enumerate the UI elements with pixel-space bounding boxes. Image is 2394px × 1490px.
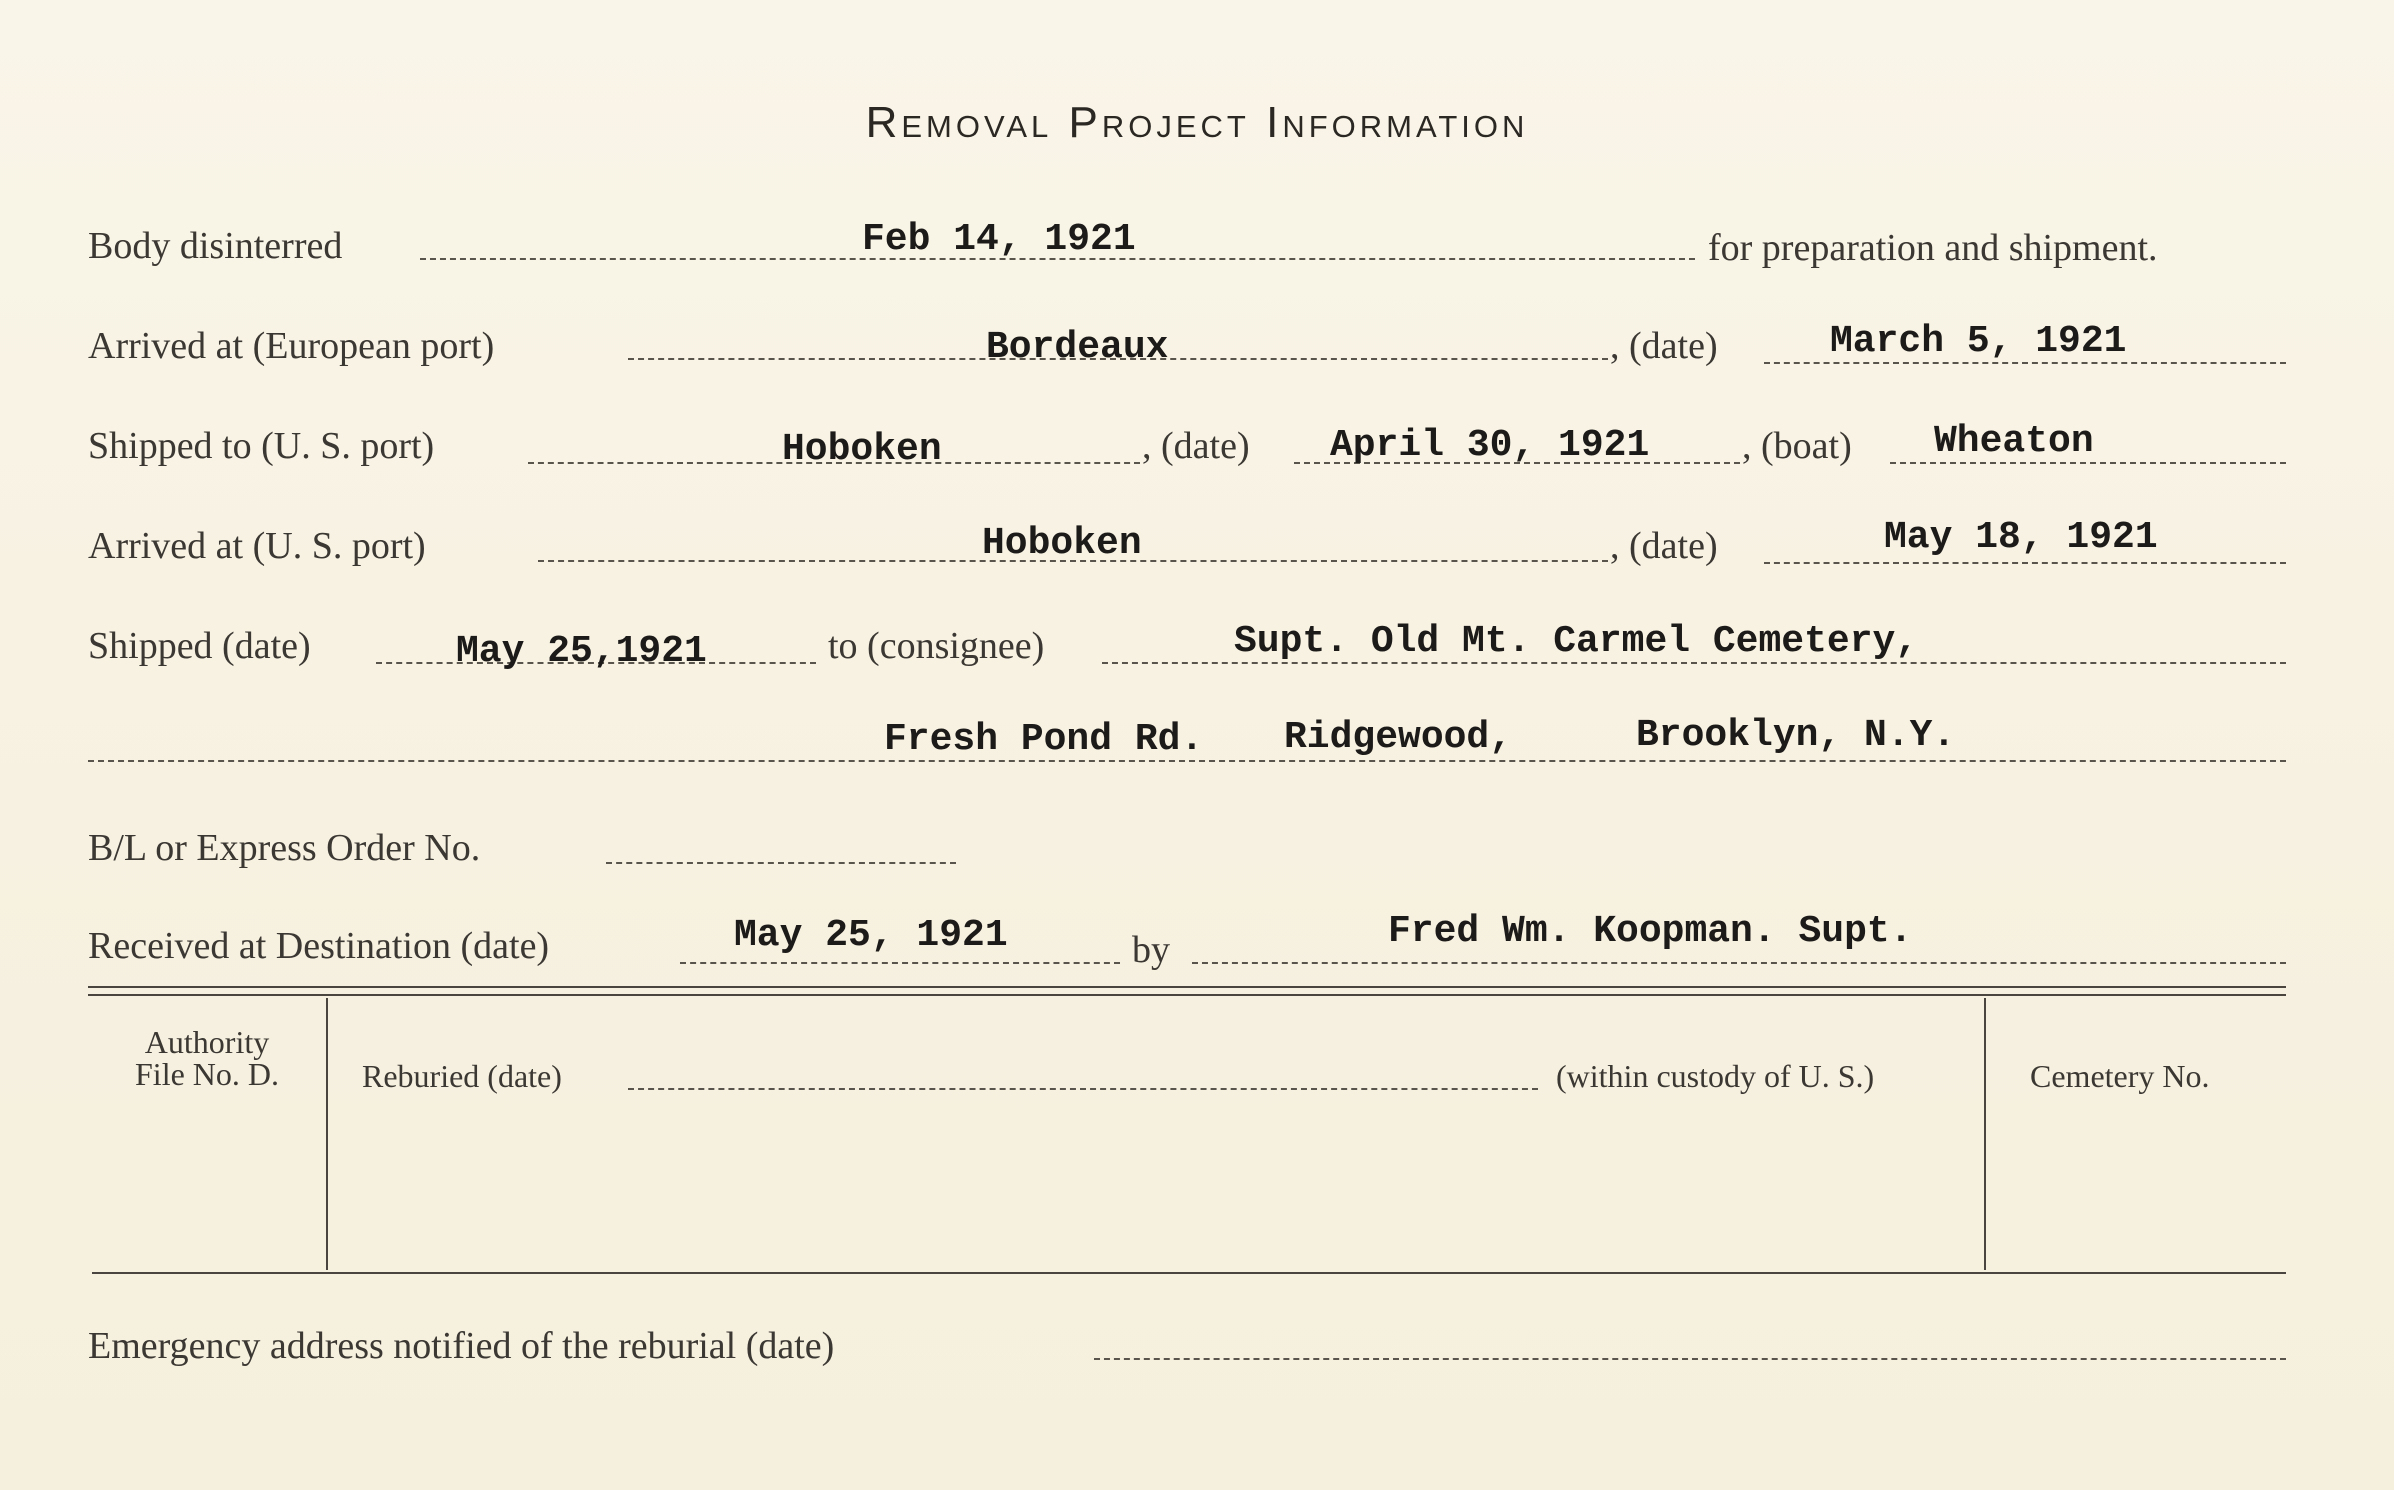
emergency-line (1094, 1358, 2286, 1360)
received-by: Fred Wm. Koopman. Supt. (1388, 910, 1913, 953)
section-rule-bottom (92, 1272, 2286, 1274)
arrived-us-date: May 18, 1921 (1884, 516, 2158, 559)
arrived-us-port: Hoboken (982, 522, 1142, 565)
shipped-us-label: Shipped to (U. S. port) (88, 425, 435, 467)
disinterred-label: Body disinterred (88, 225, 343, 267)
cemetery-no-label: Cemetery No. (2030, 1058, 2210, 1094)
disinterred-suffix: for preparation and shipment. (1708, 227, 2158, 269)
authority-cell (100, 1026, 314, 1090)
arrived-eu-label: Arrived at (European port) (88, 325, 495, 367)
arrived-eu-date-label: , (date) (1610, 325, 1718, 367)
shipped-us-port: Hoboken (782, 428, 942, 471)
divider-right (1984, 998, 1986, 1270)
shipped-us-boat-label: , (boat) (1742, 425, 1852, 467)
received-by-label: by (1132, 929, 1170, 971)
section-rule-top (88, 986, 2286, 988)
reburied-label: Reburied (date) (362, 1058, 562, 1094)
shipped-us-date: April 30, 1921 (1330, 424, 1650, 467)
shipped-label: Shipped (date) (88, 625, 311, 667)
section-rule-top-2 (88, 994, 2286, 996)
received-by-line (1192, 962, 2286, 964)
address-street: Fresh Pond Rd. (884, 718, 1204, 761)
emergency-label: Emergency address notified of the reburial (date) (88, 1325, 835, 1367)
consignee-value: Supt. Old Mt. Carmel Cemetery, (1234, 620, 1919, 663)
card-title: Removal Project Information (865, 98, 1529, 147)
authority-file-label: File No. D. (135, 1056, 279, 1092)
reburied-line (628, 1088, 1538, 1090)
received-date-line (680, 962, 1120, 964)
bl-line (606, 862, 956, 864)
arrived-eu-date: March 5, 1921 (1830, 320, 2127, 363)
bl-label: B/L or Express Order No. (88, 827, 481, 869)
received-date: May 25, 1921 (734, 914, 1008, 957)
arrived-us-date-label: , (date) (1610, 525, 1718, 567)
arrived-us-label: Arrived at (U. S. port) (88, 525, 426, 567)
disinterred-value: Feb 14, 1921 (862, 218, 1136, 261)
arrived-us-date-line (1764, 562, 2286, 564)
received-label: Received at Destination (date) (88, 925, 550, 967)
shipped-us-boat: Wheaton (1934, 420, 2094, 463)
custody-label: (within custody of U. S.) (1556, 1058, 1875, 1094)
divider-left (326, 998, 328, 1270)
address-city: Brooklyn, N.Y. (1636, 714, 1956, 757)
address-neighborhood: Ridgewood, (1284, 716, 1513, 759)
consignee-label: to (consignee) (828, 625, 1045, 667)
shipped-date: May 25,1921 (456, 630, 707, 673)
arrived-eu-port: Bordeaux (986, 326, 1169, 369)
authority-label: Authority (144, 1024, 270, 1060)
shipped-us-date-label: , (date) (1142, 425, 1250, 467)
